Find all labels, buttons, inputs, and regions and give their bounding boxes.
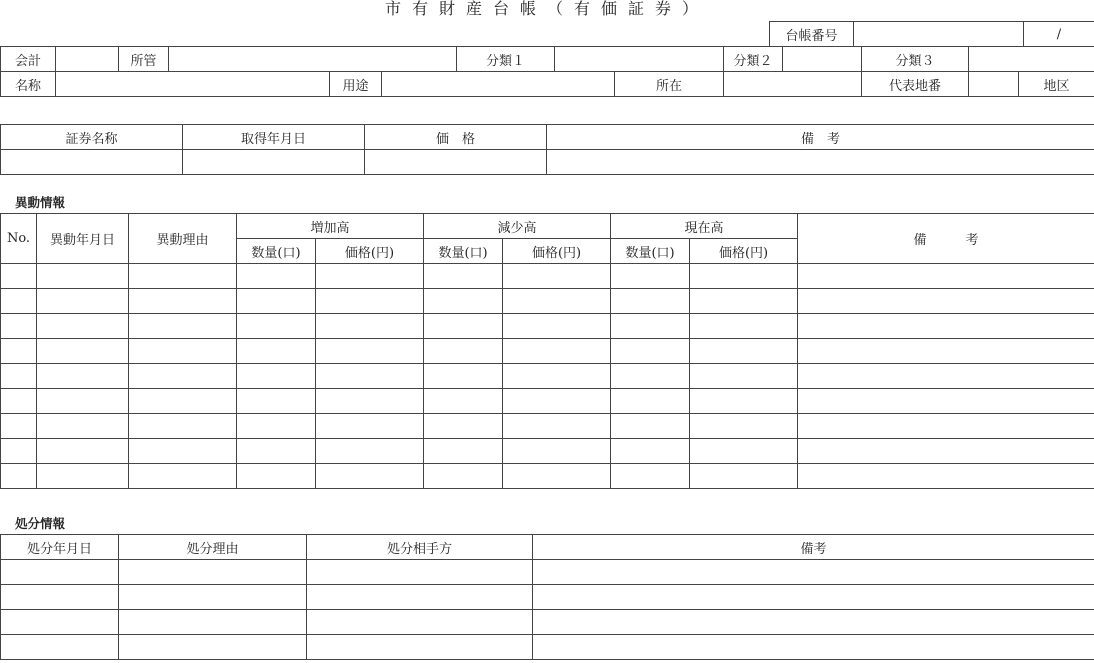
entry-cell[interactable] [503,414,611,439]
entry-cell[interactable] [611,439,690,464]
no-header: No. [1,214,37,264]
entry-cell[interactable] [119,585,307,610]
change-row [1,339,1094,364]
change-reason-header: 異動理由 [129,214,237,264]
disposal-row [1,610,1094,635]
entry-cell[interactable] [316,414,424,439]
entry-cell[interactable] [316,389,424,414]
entry-cell[interactable] [1,464,37,489]
changes-section-title: 異動情報 [15,195,66,210]
entry-cell[interactable] [533,560,1094,585]
entry-cell[interactable] [424,289,503,314]
entry-cell[interactable] [798,314,1094,339]
header-info-table [0,46,1094,97]
disposal-section-title: 処分情報 [15,516,66,531]
entry-cell[interactable] [1,439,37,464]
remarks-field[interactable] [547,150,1094,175]
change-row [1,289,1094,314]
entry-cell[interactable] [37,389,129,414]
shokan-label: 所管 [119,47,169,72]
bunrui3-label: 分類３ [862,47,969,72]
change-row [1,439,1094,464]
entry-cell[interactable] [690,289,798,314]
entry-cell[interactable] [237,364,316,389]
entry-cell[interactable] [611,414,690,439]
entry-cell[interactable] [129,364,237,389]
price-field[interactable] [365,150,547,175]
entry-cell[interactable] [1,585,119,610]
entry-cell[interactable] [690,464,798,489]
bunrui1-field[interactable] [555,47,724,72]
securities-name-field[interactable] [1,150,183,175]
entry-cell[interactable] [503,314,611,339]
entry-cell[interactable] [316,464,424,489]
ledger-number-label: 台帳番号 [770,22,854,47]
entry-cell[interactable] [237,439,316,464]
bunrui1-label: 分類１ [457,47,555,72]
entry-cell[interactable] [424,464,503,489]
entry-cell[interactable] [798,289,1094,314]
entry-cell[interactable] [129,264,237,289]
bunrui2-field[interactable] [783,47,862,72]
entry-cell[interactable] [129,389,237,414]
chiku-label: 地区 [1019,72,1094,97]
bunrui2-label: 分類２ [724,47,783,72]
entry-cell[interactable] [37,264,129,289]
entry-cell[interactable] [690,364,798,389]
entry-cell[interactable] [611,314,690,339]
ledger-number-slash: / [1024,22,1094,47]
entry-cell[interactable] [316,364,424,389]
decrease-quantity-header: 数量(口) [424,239,503,264]
entry-cell[interactable] [503,389,611,414]
entry-cell[interactable] [129,414,237,439]
entry-cell[interactable] [1,339,37,364]
yoto-field[interactable] [382,72,615,97]
entry-cell[interactable] [129,289,237,314]
entry-cell[interactable] [533,635,1094,660]
securities-table [0,124,1094,175]
ledger-number-table [769,21,1094,47]
entry-cell[interactable] [798,414,1094,439]
daihyo-chiban-label: 代表地番 [862,72,969,97]
entry-cell[interactable] [1,264,37,289]
entry-cell[interactable] [119,560,307,585]
entry-cell[interactable] [237,314,316,339]
disposal-date-header: 処分年月日 [1,535,119,560]
entry-cell[interactable] [611,289,690,314]
decrease-price-header: 価格(円) [503,239,611,264]
entry-cell[interactable] [129,339,237,364]
entry-cell[interactable] [798,464,1094,489]
entry-cell[interactable] [316,264,424,289]
entry-cell[interactable] [503,439,611,464]
entry-cell[interactable] [533,585,1094,610]
entry-cell[interactable] [1,635,119,660]
entry-cell[interactable] [611,464,690,489]
entry-cell[interactable] [424,439,503,464]
entry-cell[interactable] [503,339,611,364]
disposal-remarks-header: 備考 [533,535,1094,560]
kaikei-label: 会計 [1,47,56,72]
entry-cell[interactable] [129,464,237,489]
acquired-date-field[interactable] [183,150,365,175]
entry-cell[interactable] [690,264,798,289]
entry-cell[interactable] [316,289,424,314]
current-header: 現在高 [611,214,798,239]
change-row [1,364,1094,389]
entry-cell[interactable] [37,314,129,339]
entry-cell[interactable] [798,389,1094,414]
entry-cell[interactable] [119,635,307,660]
entry-cell[interactable] [237,264,316,289]
entry-cell[interactable] [237,339,316,364]
entry-cell[interactable] [1,414,37,439]
entry-cell[interactable] [533,610,1094,635]
disposal-row [1,560,1094,585]
current-quantity-header: 数量(口) [611,239,690,264]
acquired-date-header: 取得年月日 [183,125,365,150]
entry-cell[interactable] [316,339,424,364]
entry-cell[interactable] [690,439,798,464]
disposal-reason-header: 処分理由 [119,535,307,560]
change-date-header: 異動年月日 [37,214,129,264]
page-title: 市有財産台帳（有価証券） [384,0,709,18]
bunrui3-field[interactable] [969,47,1094,72]
entry-cell[interactable] [307,585,533,610]
entry-cell[interactable] [611,264,690,289]
entry-cell[interactable] [690,414,798,439]
changes-table [0,213,1094,489]
entry-cell[interactable] [503,264,611,289]
entry-cell[interactable] [424,264,503,289]
remarks-header: 備 考 [547,125,1094,150]
entry-cell[interactable] [1,314,37,339]
change-row [1,464,1094,489]
entry-cell[interactable] [798,439,1094,464]
disposal-table [0,534,1094,660]
entry-cell[interactable] [1,560,119,585]
entry-cell[interactable] [1,364,37,389]
entry-cell[interactable] [37,339,129,364]
securities-name-header: 証券名称 [1,125,183,150]
entry-cell[interactable] [237,289,316,314]
entry-cell[interactable] [611,389,690,414]
change-row [1,264,1094,289]
shozai-label: 所在 [615,72,724,97]
entry-cell[interactable] [424,314,503,339]
increase-header: 増加高 [237,214,424,239]
entry-cell[interactable] [798,264,1094,289]
meisho-field[interactable] [56,72,330,97]
entry-cell[interactable] [611,364,690,389]
entry-cell[interactable] [307,610,533,635]
entry-cell[interactable] [1,289,37,314]
change-row [1,414,1094,439]
daihyo-chiban-field[interactable] [969,72,1019,97]
entry-cell[interactable] [424,389,503,414]
current-price-header: 価格(円) [690,239,798,264]
kaikei-field[interactable] [56,47,119,72]
entry-cell[interactable] [424,339,503,364]
entry-cell[interactable] [37,364,129,389]
price-header: 価 格 [365,125,547,150]
disposal-counterparty-header: 処分相手方 [307,535,533,560]
meisho-label: 名称 [1,72,56,97]
disposal-row [1,585,1094,610]
entry-cell[interactable] [690,389,798,414]
decrease-header: 減少高 [424,214,611,239]
entry-cell[interactable] [129,439,237,464]
entry-cell[interactable] [424,364,503,389]
entry-cell[interactable] [424,414,503,439]
entry-cell[interactable] [690,339,798,364]
entry-cell[interactable] [37,414,129,439]
entry-cell[interactable] [37,464,129,489]
change-row [1,389,1094,414]
entry-cell[interactable] [307,635,533,660]
entry-cell[interactable] [37,439,129,464]
increase-quantity-header: 数量(口) [237,239,316,264]
entry-cell[interactable] [503,289,611,314]
entry-cell[interactable] [316,314,424,339]
entry-cell[interactable] [690,314,798,339]
entry-cell[interactable] [237,464,316,489]
entry-cell[interactable] [37,289,129,314]
increase-price-header: 価格(円) [316,239,424,264]
entry-cell[interactable] [237,414,316,439]
ledger-number-field[interactable] [854,22,1024,47]
entry-cell[interactable] [798,364,1094,389]
yoto-label: 用途 [330,72,382,97]
entry-cell[interactable] [129,314,237,339]
change-row [1,314,1094,339]
disposal-row [1,635,1094,660]
entry-cell[interactable] [611,339,690,364]
shokan-field[interactable] [169,47,457,72]
shozai-field[interactable] [724,72,862,97]
entry-cell[interactable] [307,560,533,585]
entry-cell[interactable] [798,339,1094,364]
entry-cell[interactable] [119,610,307,635]
entry-cell[interactable] [237,389,316,414]
entry-cell[interactable] [316,439,424,464]
change-remarks-header: 備 考 [798,214,1094,264]
entry-cell[interactable] [1,389,37,414]
entry-cell[interactable] [503,464,611,489]
entry-cell[interactable] [1,610,119,635]
entry-cell[interactable] [503,364,611,389]
